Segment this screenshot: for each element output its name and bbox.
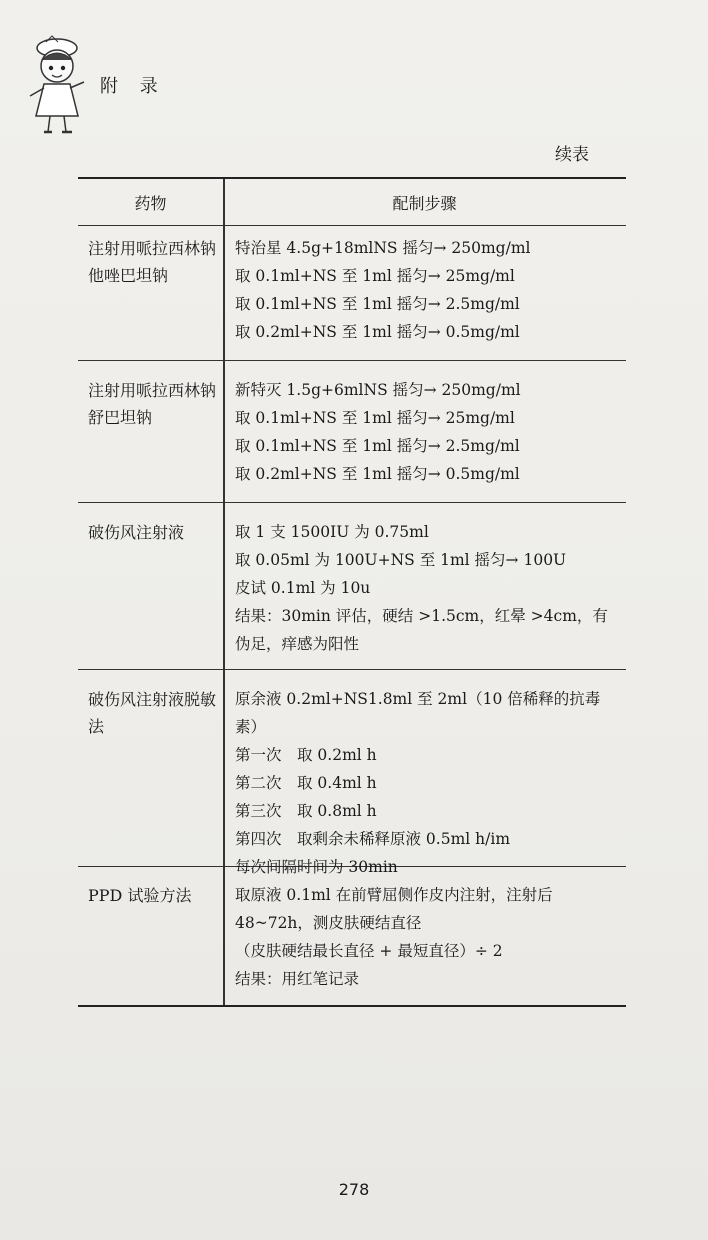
step-line: 取 0.1ml+NS 至 1ml 摇匀→ 25mg/ml xyxy=(235,409,515,427)
drug-name: 破伤风注射液 xyxy=(88,523,185,542)
preparation-steps xyxy=(223,226,626,360)
step-line: 每次间隔时间为 30min xyxy=(235,858,398,876)
step-line: 取 0.1ml+NS 至 1ml 摇匀→ 25mg/ml xyxy=(235,267,515,285)
step-line: 原余液 0.2ml+NS1.8ml 至 2ml（10 倍稀释的抗毒素） xyxy=(235,690,601,736)
table-row xyxy=(78,670,626,876)
dilution-table xyxy=(78,177,626,1007)
preparation-steps xyxy=(223,361,626,502)
table-row xyxy=(78,867,626,1005)
step-line: 取 0.05ml 为 100U+NS 至 1ml 摇匀→ 100U xyxy=(235,551,567,569)
continued-label: 续表 xyxy=(555,145,589,165)
step-line: 取 0.1ml+NS 至 1ml 摇匀→ 2.5mg/ml xyxy=(235,437,520,455)
section-label: 附 录 xyxy=(100,76,166,97)
column-header-drug: 药物 xyxy=(134,193,167,213)
table-row xyxy=(78,226,626,361)
step-line: 取 0.1ml+NS 至 1ml 摇匀→ 2.5mg/ml xyxy=(235,295,520,313)
drug-name: 注射用哌拉西林钠他唑巴坦钠 xyxy=(88,239,217,285)
step-line: 取 0.2ml+NS 至 1ml 摇匀→ 0.5mg/ml xyxy=(235,323,520,341)
step-line: 皮试 0.1ml 为 10u xyxy=(235,579,371,597)
step-line: 取 1 支 1500IU 为 0.75ml xyxy=(235,523,429,541)
step-line: 第三次 取 0.8ml h xyxy=(235,802,377,820)
step-line: 取原液 0.1ml 在前臂屈侧作皮内注射，注射后 48~72h，测皮肤硬结直径 xyxy=(235,886,553,932)
step-line: 第二次 取 0.4ml h xyxy=(235,774,377,792)
table-row xyxy=(78,361,626,503)
step-line: 结果：用红笔记录 xyxy=(235,970,360,988)
preparation-steps xyxy=(223,867,626,1005)
table-header xyxy=(78,179,626,226)
page-number: 278 xyxy=(338,1180,370,1199)
step-line: 取 0.2ml+NS 至 1ml 摇匀→ 0.5mg/ml xyxy=(235,465,520,483)
nurse-mascot-icon xyxy=(22,28,92,138)
table-row xyxy=(78,503,626,670)
step-line: （皮肤硬结最长直径 + 最短直径）÷ 2 xyxy=(235,942,503,960)
preparation-steps xyxy=(223,670,626,876)
column-divider xyxy=(223,179,225,1005)
step-line: 特治星 4.5g+18mlNS 摇匀→ 250mg/ml xyxy=(235,239,531,257)
step-line: 结果：30min 评估，硬结 >1.5cm，红晕 >4cm，有伪足，痒感为阳性 xyxy=(235,607,608,653)
drug-name: PPD 试验方法 xyxy=(88,886,192,905)
drug-name: 破伤风注射液脱敏法 xyxy=(88,690,217,736)
drug-name: 注射用哌拉西林钠舒巴坦钠 xyxy=(88,381,217,427)
step-line: 第一次 取 0.2ml h xyxy=(235,746,377,764)
preparation-steps xyxy=(223,503,626,669)
step-line: 第四次 取剩余未稀释原液 0.5ml h/im xyxy=(235,830,511,848)
step-line: 新特灭 1.5g+6mlNS 摇匀→ 250mg/ml xyxy=(235,381,521,399)
column-header-steps: 配制步骤 xyxy=(392,193,457,213)
